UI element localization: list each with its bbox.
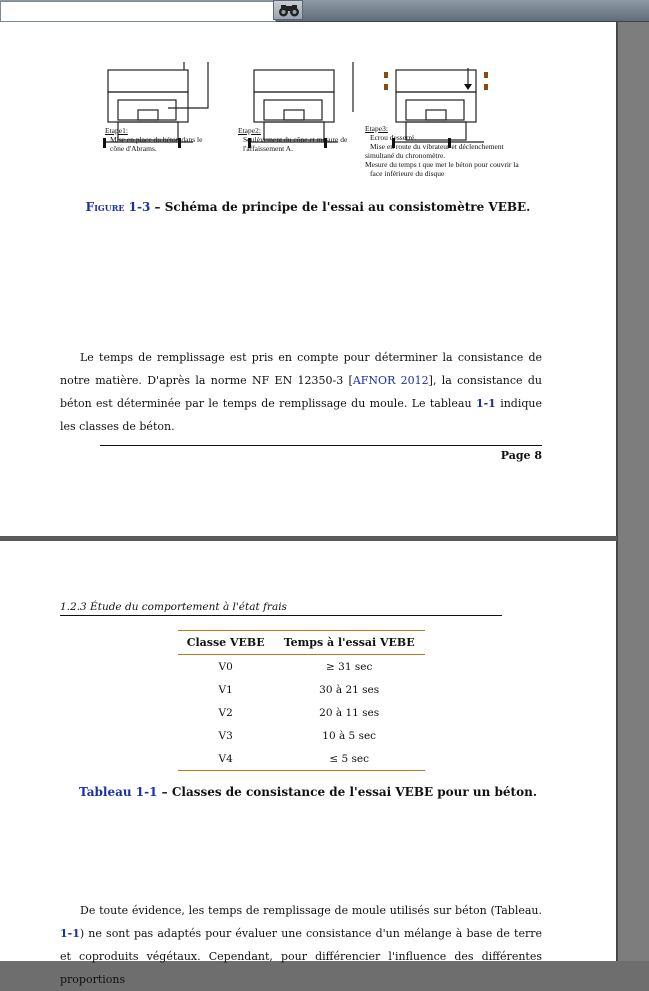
figure-caption: Figure 1-3 – Schéma de principe de l'essai au consistomètre VEBE. bbox=[85, 200, 531, 214]
vebe-classes-table bbox=[178, 630, 425, 771]
document-page-8 bbox=[0, 22, 617, 536]
table-ref-link[interactable]: 1-1 bbox=[60, 927, 80, 940]
binoculars-icon bbox=[278, 4, 300, 17]
figure-step-3: Etape3: Ecrou desserré. Mise en route du vibrateur et déclenchement simultané du chronomètre. Mesure du temps t que met le béton pour couvrir la face inférieure du disque bbox=[365, 124, 519, 178]
table-header-row bbox=[178, 631, 425, 655]
figure-step-1: Etape1: Mise en place du béton dans le cône d'Abrams. bbox=[105, 126, 203, 153]
page-number: Page 8 bbox=[500, 449, 542, 462]
body-paragraph: Le temps de remplissage est pris en compte pour déterminer la consistance de notre matière. D'après la norme NF EN 12350-3 [AFNOR 2012], la consistance du béton est déterminée par le temps de remplissage du moule. Le tableau 1-1 indique les classes de béton. bbox=[60, 351, 542, 433]
search-input[interactable] bbox=[0, 1, 276, 22]
body-paragraph-2: De toute évidence, les temps de remplissage de moule utilisés sur béton (Tableau. 1-1) ne sont pas adaptés pour évaluer une consistance d'un mélange à base de terre et coproduits végétaux. Cependant, pour différencier l'influence des différentes proportions bbox=[60, 904, 542, 986]
citation-link[interactable]: AFNOR 2012 bbox=[352, 374, 429, 387]
figure-ref-link[interactable]: Figure 1-3 bbox=[85, 200, 151, 214]
find-button[interactable] bbox=[273, 0, 303, 20]
scrollbar[interactable] bbox=[617, 22, 649, 961]
table-ref-link[interactable]: 1-1 bbox=[475, 397, 496, 410]
table-header-cell: Temps à l'essai VEBE bbox=[273, 631, 425, 655]
running-header: 1.2.3 Étude du comportement à l'état frais bbox=[60, 601, 502, 616]
table-row: V3 10 à 5 sec bbox=[218, 729, 377, 742]
table-row: V4 ≤ 5 sec bbox=[178, 747, 425, 771]
document-page-9 bbox=[0, 541, 617, 986]
table-row: V1 30 à 21 ses bbox=[218, 683, 380, 696]
table-caption: Tableau 1-1 – Classes de consistance de l'essai VEBE pour un béton. bbox=[78, 785, 538, 799]
table-row: V2 20 à 11 ses bbox=[218, 706, 380, 719]
table-header-cell: Classe VEBE bbox=[178, 631, 273, 655]
find-toolbar bbox=[0, 0, 649, 22]
table-caption-ref[interactable]: Tableau 1-1 bbox=[78, 785, 158, 799]
vebe-schematic-figure bbox=[98, 22, 548, 212]
figure-step-2: Etape2: Soulèvement du cône et mesure de l'affaissement A. bbox=[238, 126, 348, 153]
table-row: V0 ≥ 31 sec bbox=[218, 660, 373, 673]
footer-rule bbox=[100, 445, 542, 446]
